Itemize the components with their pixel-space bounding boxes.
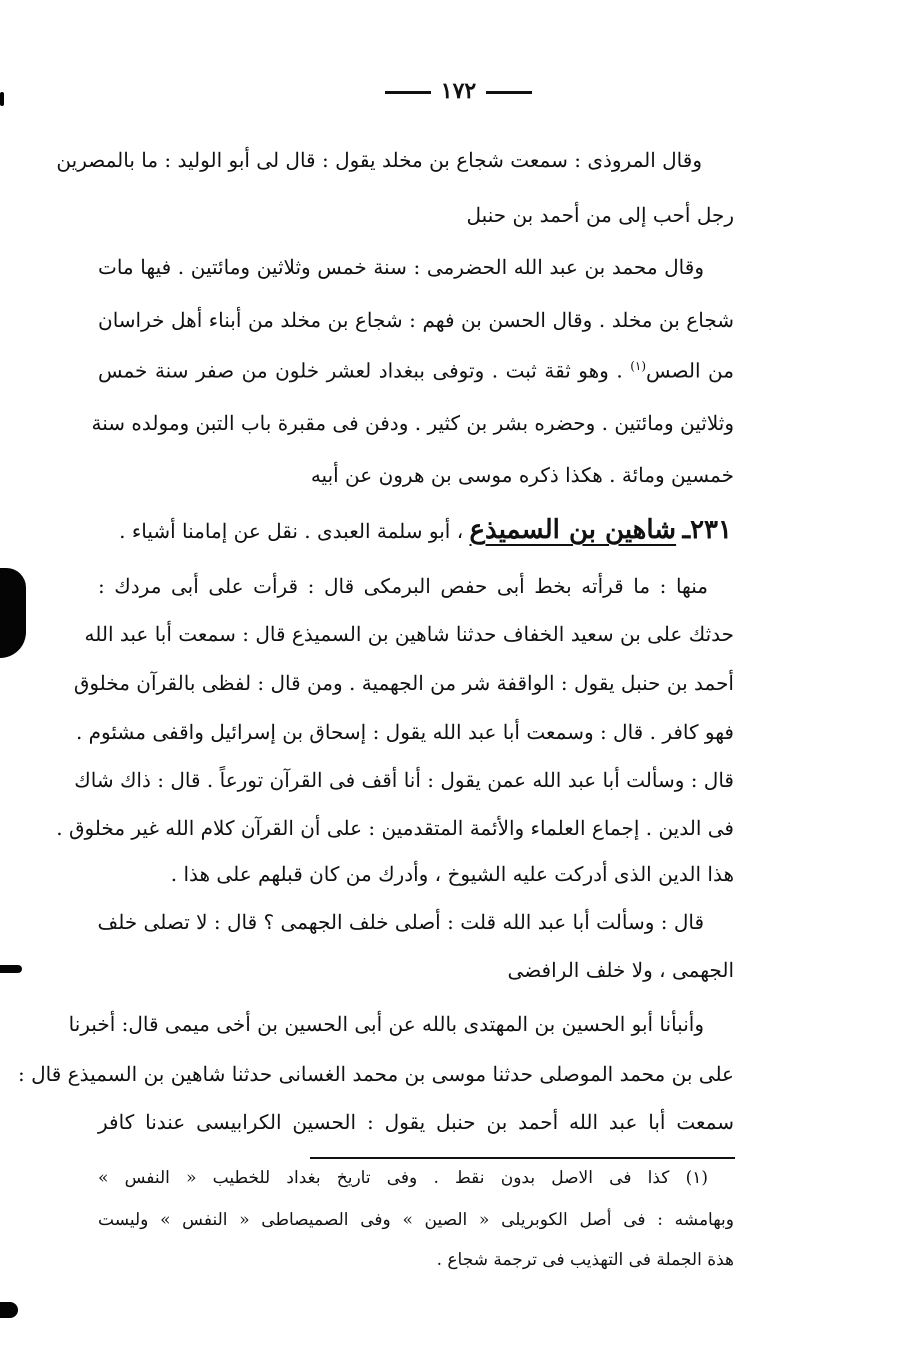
scan-blot [0, 965, 22, 973]
entry-line: أحمد بن حنبل يقول : الواقفة شر من الجهمية . ومن قال : لفظى بالقرآن مخلوق [73, 671, 734, 695]
entry-line: الجهمى ، ولا خلف الرافضى [507, 958, 734, 982]
page-number-text: ١٧٢ [440, 78, 477, 104]
entry-description: ، أبو سلمة العبدى . نقل عن إمامنا أشياء . [119, 519, 464, 543]
scan-blot [0, 1302, 18, 1318]
body-line: شجاع بن مخلد . وقال الحسن بن فهم : شجاع بن مخلد من أبناء أهل خراسان [98, 308, 734, 332]
entry-line: حدثك على بن سعيد الخفاف حدثنا شاهين بن السميذع قال : سمعت أبا عبد الله [84, 622, 734, 646]
entry-name: شاهين بن السميذع [469, 515, 677, 545]
entry-line: فهو كافر . قال : وسمعت أبا عبد الله يقول : إسحاق بن إسرائيل واقفى مشئوم . [75, 720, 734, 744]
scan-blot [0, 92, 4, 106]
entry-line: فى الدين . إجماع العلماء والأئمة المتقدمين : على أن القرآن كلام الله غير مخلوق . [56, 816, 734, 840]
footnote-line: (١) كذا فى الاصل بدون نقط . وفى تاريخ بغداد للخطيب « النفس » [98, 1168, 708, 1188]
body-line-with-footnote [98, 360, 734, 381]
body-line: وثلاثين ومائتين . وحضره بشر بن كثير . ودفن فى مقبرة باب التبن ومولده سنة [91, 411, 734, 435]
entry-line: منها : ما قرأته بخط أبى حفص البرمكى قال : قرأت على أبى مردك : [98, 574, 708, 598]
page-number-dash [486, 91, 532, 94]
entry-line: وأنبأنا أبو الحسين بن المهتدى بالله عن أبى الحسين بن أخى ميمى قال: أخبرنا [68, 1012, 704, 1036]
footnote-marker: (١) [630, 359, 647, 373]
entry-line: قال : وسألت أبا عبد الله عمن يقول : أنا أقف فى القرآن تورعاً . قال : ذاك شاك [74, 768, 734, 792]
body-line-prefix: من الصس [646, 358, 734, 383]
footnote-line: وبهامشه : فى أصل الكوبريلى « الصين » وفى الصميصاطى « النفس » وليست [98, 1210, 734, 1230]
page-number-dash [385, 91, 431, 94]
body-line: رجل أحب إلى من أحمد بن حنبل [466, 203, 734, 227]
entry-line: قال : وسألت أبا عبد الله قلت : أصلى خلف الجهمى ؟ قال : لا تصلى خلف [97, 910, 704, 934]
body-line: وقال محمد بن عبد الله الحضرمى : سنة خمس وثلاثين ومائتين . فيها مات [98, 255, 704, 279]
page-number [0, 78, 917, 104]
entry-line: على بن محمد الموصلى حدثنا موسى بن محمد الغسانى حدثنا شاهين بن السميذع قال : [18, 1062, 734, 1086]
body-line-rest: . وهو ثقة ثبت . وتوفى ببغداد لعشر خلون من صفر سنة خمس [98, 358, 623, 383]
footnote-rule [310, 1157, 735, 1159]
entry-number: ٢٣١ـ [682, 515, 732, 545]
scan-blot [0, 568, 26, 658]
entry-line: سمعت أبا عبد الله أحمد بن حنبل يقول : الحسين الكرابيسى عندنا كافر [98, 1110, 734, 1134]
footnote-line: هذة الجملة فى التهذيب فى ترجمة شجاع . [436, 1250, 734, 1270]
body-line: وقال المروذى : سمعت شجاع بن مخلد يقول : قال لى أبو الوليد : ما بالمصرين [56, 148, 702, 172]
body-line: خمسين ومائة . هكذا ذكره موسى بن هرون عن أبيه [310, 463, 734, 487]
entry-heading [110, 517, 732, 543]
entry-line: هذا الدين الذى أدركت عليه الشيوخ ، وأدرك من كان قبلهم على هذا . [170, 862, 734, 886]
